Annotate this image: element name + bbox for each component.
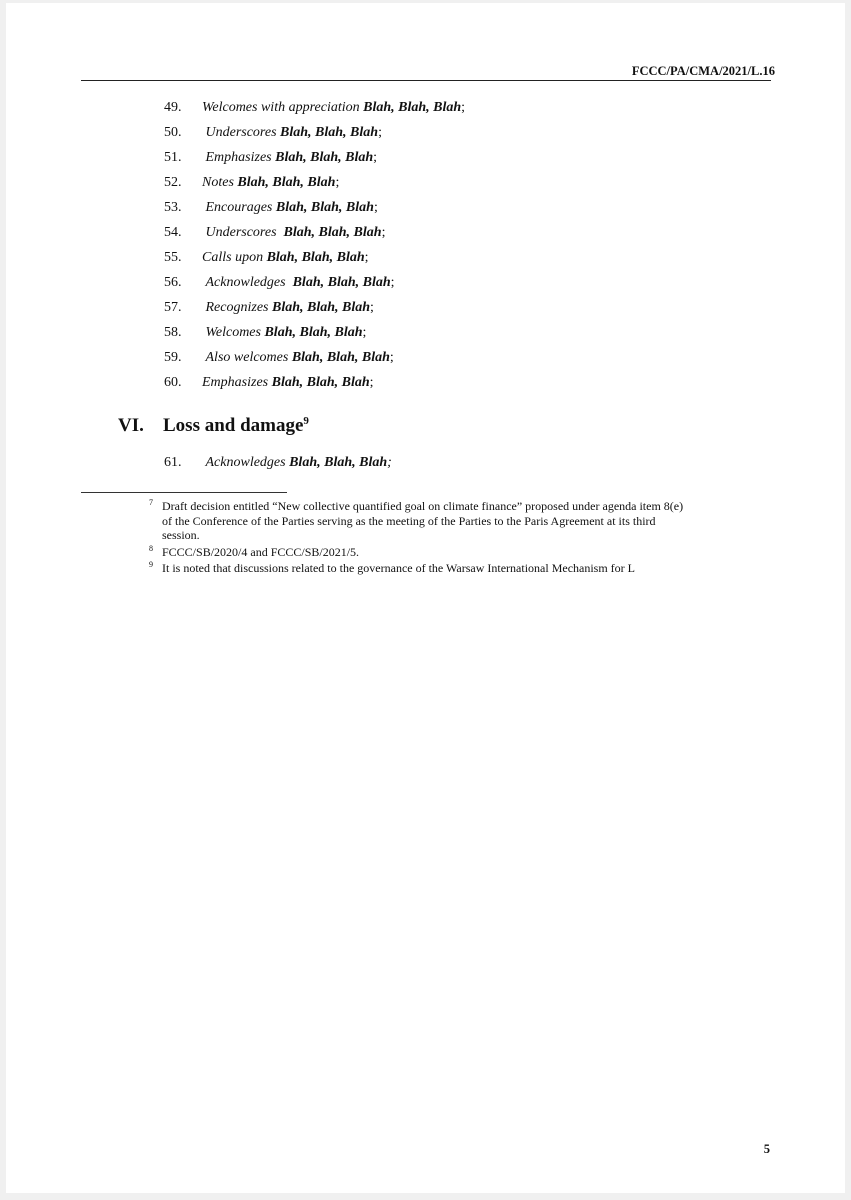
paragraph-end: ; [373, 200, 378, 215]
operative-verb: Encourages [205, 200, 273, 215]
paragraph-52 [164, 174, 339, 192]
operative-verb: Emphasizes [202, 375, 269, 390]
paragraph-58 [164, 324, 366, 342]
operative-verb: Underscores [205, 125, 277, 140]
paragraph-text: Blah, Blah, Blah [264, 325, 363, 340]
paragraph-end: ; [378, 125, 382, 140]
paragraph-text: Blah, Blah, Blah [292, 275, 391, 290]
paragraph-number: 52. [164, 175, 182, 190]
operative-verb: Also welcomes [205, 350, 289, 365]
paragraph-text: Blah, Blah, Blah [291, 350, 390, 365]
paragraph-end: ; [390, 275, 395, 290]
paragraph-number: 61. [164, 455, 182, 470]
header-rule [81, 80, 771, 81]
paragraph-text: Blah, Blah, Blah [266, 250, 365, 265]
paragraph-56 [164, 274, 395, 292]
footnote-separator [81, 492, 287, 493]
paragraph-text: Blah, Blah, Blah [275, 200, 374, 215]
footnote-mark: 7 [149, 498, 153, 507]
paragraph-text: Blah, Blah, Blah [283, 225, 382, 240]
paragraph-number: 57. [164, 300, 182, 315]
paragraph-end: ; [370, 300, 374, 315]
paragraph-text: Blah, Blah, Blah [237, 175, 336, 190]
paragraph-53 [164, 199, 378, 217]
operative-verb: Underscores [205, 225, 277, 240]
paragraph-text: Blah, Blah, Blah [363, 100, 462, 115]
footnote-text: Draft decision entitled “New collective quantified goal on climate finance” proposed under agenda item 8(e) of the Conference of the Parties serving as the meeting of the Parties to the Paris Agreement at its third session. [162, 499, 684, 542]
footnote-text: FCCC/SB/2020/4 and FCCC/SB/2021/5. [162, 545, 360, 559]
paragraph-61 [164, 454, 392, 472]
section-heading [118, 415, 309, 437]
paragraph-end: ; [362, 325, 367, 340]
paragraph-number: 53. [164, 200, 182, 215]
paragraph-number: 55. [164, 250, 182, 265]
paragraph-end: ; [387, 455, 392, 470]
paragraph-end: ; [335, 175, 340, 190]
paragraph-number: 56. [164, 275, 182, 290]
footnote-7 [149, 499, 689, 543]
paragraph-51 [164, 149, 377, 167]
footnote-9 [149, 561, 689, 576]
paragraph-end: ; [381, 225, 386, 240]
footnote-reference: 9 [303, 415, 309, 427]
paragraph-end: ; [364, 250, 369, 265]
paragraph-number: 54. [164, 225, 182, 240]
paragraph-number: 58. [164, 325, 182, 340]
section-number: VI. [118, 415, 144, 436]
paragraph-number: 50. [164, 125, 182, 140]
paragraph-57 [164, 299, 374, 317]
paragraph-number: 49. [164, 100, 182, 115]
operative-verb: Emphasizes [205, 150, 272, 165]
paragraph-54 [164, 224, 385, 242]
paragraph-50 [164, 124, 382, 142]
operative-verb: Acknowledges [205, 275, 286, 290]
document-page [6, 3, 845, 1193]
paragraph-text: Blah, Blah, Blah [280, 125, 379, 140]
operative-verb: Notes [202, 175, 234, 190]
page-number: 5 [763, 1142, 770, 1156]
section-title: Loss and damage [163, 415, 304, 436]
paragraph-end: ; [369, 375, 374, 390]
footnote-text: It is noted that discussions related to the governance of the Warsaw International Mechanism for L [162, 561, 636, 575]
paragraph-end: ; [389, 350, 394, 365]
paragraph-end: ; [461, 100, 466, 115]
paragraph-49 [164, 99, 465, 117]
paragraph-number: 51. [164, 150, 182, 165]
paragraph-text: Blah, Blah, Blah [271, 375, 370, 390]
paragraph-text: Blah, Blah, Blah [275, 150, 374, 165]
operative-verb: Calls upon [202, 250, 264, 265]
operative-verb: Recognizes [205, 300, 269, 315]
paragraph-text: Blah, Blah, Blah [289, 455, 388, 470]
paragraph-number: 60. [164, 375, 182, 390]
paragraph-60 [164, 374, 374, 392]
operative-verb: Welcomes [205, 325, 261, 340]
paragraph-text: Blah, Blah, Blah [271, 300, 371, 315]
footnote-mark: 8 [149, 544, 153, 553]
footnote-8 [149, 545, 689, 560]
paragraph-55 [164, 249, 369, 267]
footnote-mark: 9 [149, 560, 153, 569]
document-symbol: FCCC/PA/CMA/2021/L.16 [631, 64, 775, 78]
paragraph-59 [164, 349, 394, 367]
operative-verb: Welcomes with appreciation [202, 100, 360, 115]
paragraph-number: 59. [164, 350, 182, 365]
operative-verb: Acknowledges [205, 455, 286, 470]
paragraph-end: ; [373, 150, 378, 165]
